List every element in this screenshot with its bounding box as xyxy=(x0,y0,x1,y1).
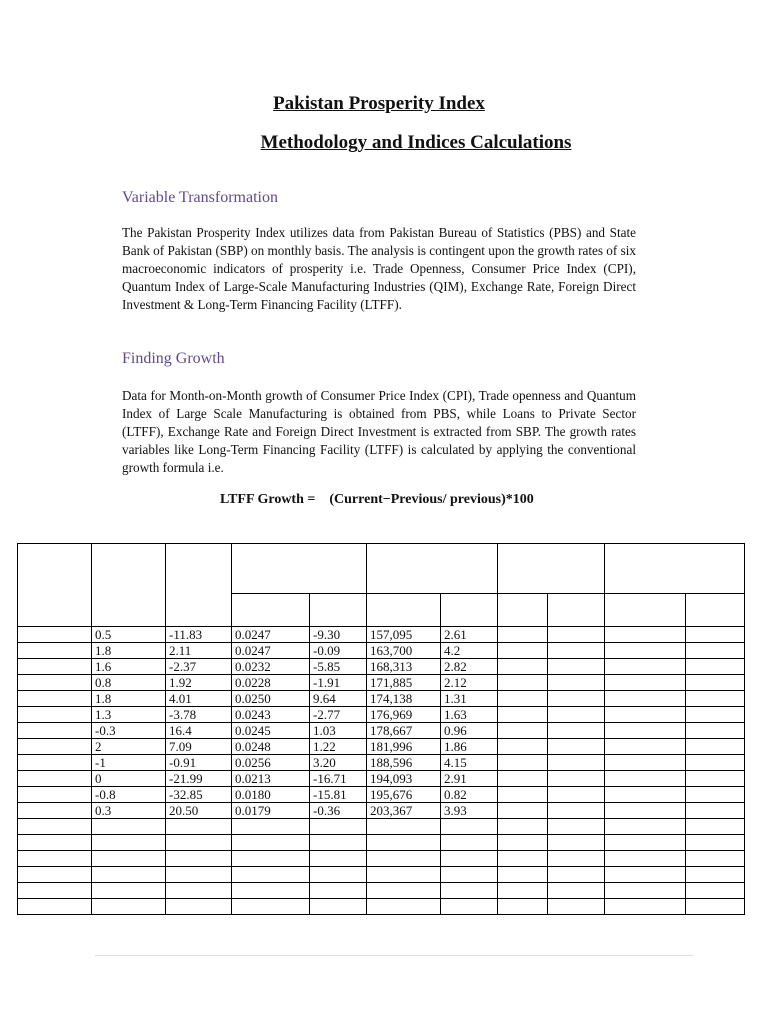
table-cell: 2.61 xyxy=(441,627,498,643)
table-cell xyxy=(605,675,686,691)
table-cell xyxy=(686,723,745,739)
table-cell: -0.3 xyxy=(92,723,166,739)
table-cell xyxy=(498,803,548,819)
table-cell xyxy=(548,691,605,707)
table-cell: -1 xyxy=(92,755,166,771)
table-cell xyxy=(686,883,745,899)
table-cell xyxy=(18,867,92,883)
table-cell xyxy=(498,691,548,707)
table-cell: 0.96 xyxy=(441,723,498,739)
table-cell xyxy=(18,755,92,771)
table-row xyxy=(18,707,745,723)
table-cell xyxy=(605,851,686,867)
table-cell xyxy=(232,899,310,915)
table-cell xyxy=(686,755,745,771)
table-cell xyxy=(605,627,686,643)
table-cell: 0.0213 xyxy=(232,771,310,787)
table-cell xyxy=(18,835,92,851)
table-cell xyxy=(310,899,367,915)
table-cell xyxy=(367,899,441,915)
table-cell xyxy=(605,707,686,723)
table-cell: 1.6 xyxy=(92,659,166,675)
table-cell: 1.31 xyxy=(441,691,498,707)
header-cell xyxy=(232,594,310,627)
table-row xyxy=(18,819,745,835)
table-cell xyxy=(166,851,232,867)
table-cell: 203,367 xyxy=(367,803,441,819)
table-cell xyxy=(498,787,548,803)
table-cell: 1.92 xyxy=(166,675,232,691)
table-cell xyxy=(686,643,745,659)
table-cell xyxy=(686,707,745,723)
table-cell xyxy=(498,819,548,835)
table-cell xyxy=(686,787,745,803)
table-cell: 1.3 xyxy=(92,707,166,723)
table-cell xyxy=(605,723,686,739)
table-cell xyxy=(166,899,232,915)
table-cell xyxy=(18,803,92,819)
table-cell: 3.93 xyxy=(441,803,498,819)
table-cell xyxy=(498,835,548,851)
table-cell: -11.83 xyxy=(166,627,232,643)
header-cell xyxy=(367,594,441,627)
table-row xyxy=(18,659,745,675)
table-cell: 0.0228 xyxy=(232,675,310,691)
table-cell xyxy=(166,883,232,899)
table-cell: 0.3 xyxy=(92,803,166,819)
table-row xyxy=(18,851,745,867)
header-cell xyxy=(686,594,745,627)
table-cell xyxy=(498,723,548,739)
section-heading-finding-growth: Finding Growth xyxy=(122,350,225,367)
table-cell xyxy=(441,819,498,835)
table-cell: 168,313 xyxy=(367,659,441,675)
table-row xyxy=(18,627,745,643)
table-row xyxy=(18,675,745,691)
table-cell xyxy=(686,899,745,915)
table-cell xyxy=(605,867,686,883)
table-cell xyxy=(441,851,498,867)
table-cell xyxy=(367,835,441,851)
table-cell: -2.37 xyxy=(166,659,232,675)
header-cell xyxy=(367,544,498,594)
header-cell xyxy=(498,544,605,594)
table-cell xyxy=(367,819,441,835)
table-cell xyxy=(498,627,548,643)
table-cell xyxy=(18,723,92,739)
table-cell: 0.0245 xyxy=(232,723,310,739)
table-cell xyxy=(92,883,166,899)
table-cell xyxy=(548,707,605,723)
table-cell xyxy=(686,803,745,819)
table-cell: 176,969 xyxy=(367,707,441,723)
table-cell: 194,093 xyxy=(367,771,441,787)
table-cell xyxy=(367,851,441,867)
table-cell: 0.8 xyxy=(92,675,166,691)
table-cell: -0.36 xyxy=(310,803,367,819)
table-cell xyxy=(548,851,605,867)
table-cell: -0.8 xyxy=(92,787,166,803)
header-cell xyxy=(441,594,498,627)
table-cell: 1.63 xyxy=(441,707,498,723)
table-cell xyxy=(548,723,605,739)
formula-expression: (Current−Previous/ previous)*100 xyxy=(329,492,534,507)
section-heading-variable-transformation: Variable Transformation xyxy=(122,189,278,206)
table-cell xyxy=(686,851,745,867)
table-cell xyxy=(548,659,605,675)
table-cell xyxy=(686,675,745,691)
table-cell xyxy=(166,835,232,851)
table-cell xyxy=(548,675,605,691)
table-cell xyxy=(498,851,548,867)
table-cell xyxy=(686,867,745,883)
table-cell: 0.0180 xyxy=(232,787,310,803)
table-row xyxy=(18,835,745,851)
table-cell: 0.0247 xyxy=(232,643,310,659)
table-cell xyxy=(18,739,92,755)
table-cell xyxy=(232,835,310,851)
table-cell xyxy=(686,819,745,835)
table-cell: -15.81 xyxy=(310,787,367,803)
header-cell xyxy=(166,544,232,627)
table-cell: 171,885 xyxy=(367,675,441,691)
footer-divider xyxy=(95,955,693,956)
table-cell: 0.0248 xyxy=(232,739,310,755)
table-cell: 1.8 xyxy=(92,643,166,659)
table-cell xyxy=(605,819,686,835)
table-cell: 0.0247 xyxy=(232,627,310,643)
table-cell xyxy=(18,659,92,675)
table-cell: 1.03 xyxy=(310,723,367,739)
table-cell: 163,700 xyxy=(367,643,441,659)
table-cell xyxy=(18,899,92,915)
table-header-row xyxy=(18,544,745,594)
table-cell xyxy=(686,627,745,643)
table-cell xyxy=(18,643,92,659)
table-cell xyxy=(498,675,548,691)
table-row xyxy=(18,723,745,739)
table-cell xyxy=(310,867,367,883)
table-cell xyxy=(92,851,166,867)
table-cell xyxy=(18,851,92,867)
table-cell xyxy=(18,707,92,723)
header-cell xyxy=(232,544,367,594)
table-cell xyxy=(18,691,92,707)
table-cell xyxy=(166,867,232,883)
formula-label: LTFF Growth = xyxy=(220,492,316,507)
table-cell xyxy=(548,899,605,915)
table-cell xyxy=(18,771,92,787)
table-cell xyxy=(441,867,498,883)
table-cell: 0.0179 xyxy=(232,803,310,819)
table-row xyxy=(18,739,745,755)
table-cell: 0.0232 xyxy=(232,659,310,675)
table-row xyxy=(18,803,745,819)
table-cell: 178,667 xyxy=(367,723,441,739)
table-cell: 181,996 xyxy=(367,739,441,755)
table-cell: 157,095 xyxy=(367,627,441,643)
table-cell: 1.22 xyxy=(310,739,367,755)
table-cell xyxy=(605,659,686,675)
table-cell: -5.85 xyxy=(310,659,367,675)
table-cell: 0 xyxy=(92,771,166,787)
table-cell: 195,676 xyxy=(367,787,441,803)
table-cell: -3.78 xyxy=(166,707,232,723)
table-row xyxy=(18,899,745,915)
paragraph-variable-transformation: The Pakistan Prosperity Index utilizes data from Pakistan Bureau of Statistics (PBS) and State Bank of Pakistan (SBP) on monthly basis. The analysis is contingent upon the growth rates of six macroeconomic indicators of prosperity i.e. Trade Openness, Consumer Price Index (CPI), Quantum Index of Large-Scale Manufacturing Industries (QIM), Exchange Rate, Foreign Direct Investment & Long-Term Financing Facility (LTFF). xyxy=(122,225,636,312)
table-cell: 1.8 xyxy=(92,691,166,707)
table-cell xyxy=(498,899,548,915)
table-cell xyxy=(232,819,310,835)
table-cell xyxy=(605,771,686,787)
table-row xyxy=(18,883,745,899)
header-cell xyxy=(605,594,686,627)
table-cell xyxy=(498,707,548,723)
header-cell xyxy=(92,544,166,627)
table-cell xyxy=(498,883,548,899)
table-cell xyxy=(686,835,745,851)
table-cell: 4.2 xyxy=(441,643,498,659)
table-cell xyxy=(548,883,605,899)
table-cell xyxy=(605,803,686,819)
table-cell xyxy=(686,659,745,675)
table-cell: 9.64 xyxy=(310,691,367,707)
table-cell xyxy=(498,755,548,771)
table-cell xyxy=(441,835,498,851)
table-cell: -2.77 xyxy=(310,707,367,723)
table-cell: -0.09 xyxy=(310,643,367,659)
table-cell xyxy=(92,899,166,915)
table-cell: 0.0250 xyxy=(232,691,310,707)
table-cell xyxy=(18,819,92,835)
table-cell xyxy=(686,739,745,755)
table-cell xyxy=(18,787,92,803)
table-cell xyxy=(441,899,498,915)
table-cell: 2 xyxy=(92,739,166,755)
table-cell xyxy=(548,803,605,819)
table-cell xyxy=(548,627,605,643)
header-cell xyxy=(605,544,745,594)
table-cell xyxy=(605,787,686,803)
page-title: Pakistan Prosperity Index xyxy=(273,93,485,114)
table-cell xyxy=(548,643,605,659)
table-cell: -21.99 xyxy=(166,771,232,787)
table-cell xyxy=(605,835,686,851)
table-cell xyxy=(605,755,686,771)
table-cell xyxy=(548,755,605,771)
table-cell xyxy=(166,819,232,835)
table-cell: 20.50 xyxy=(166,803,232,819)
table-cell xyxy=(548,787,605,803)
table-cell xyxy=(18,627,92,643)
table-cell xyxy=(498,659,548,675)
growth-formula xyxy=(220,492,534,508)
header-cell xyxy=(310,594,367,627)
page-subtitle: Methodology and Indices Calculations xyxy=(260,132,572,153)
table-cell: 4.01 xyxy=(166,691,232,707)
table-cell xyxy=(605,691,686,707)
table-cell xyxy=(92,819,166,835)
table-cell: -1.91 xyxy=(310,675,367,691)
table-cell xyxy=(548,771,605,787)
table-cell xyxy=(498,867,548,883)
table-cell xyxy=(605,883,686,899)
table-cell: 1.86 xyxy=(441,739,498,755)
table-cell xyxy=(605,643,686,659)
table-cell: 0.82 xyxy=(441,787,498,803)
table-cell xyxy=(498,739,548,755)
table-row xyxy=(18,691,745,707)
table-cell: -9.30 xyxy=(310,627,367,643)
table-cell xyxy=(686,691,745,707)
table-row xyxy=(18,787,745,803)
table-row xyxy=(18,867,745,883)
table-row xyxy=(18,755,745,771)
data-table xyxy=(17,543,745,915)
table-cell xyxy=(92,867,166,883)
table-cell: -0.91 xyxy=(166,755,232,771)
table-cell xyxy=(18,675,92,691)
table-cell xyxy=(18,883,92,899)
table-cell xyxy=(686,771,745,787)
table-cell xyxy=(232,851,310,867)
table-cell xyxy=(232,867,310,883)
table-cell xyxy=(548,835,605,851)
table-cell xyxy=(310,835,367,851)
table-cell xyxy=(605,739,686,755)
table-cell: 4.15 xyxy=(441,755,498,771)
table-cell xyxy=(367,883,441,899)
table-cell: 188,596 xyxy=(367,755,441,771)
table-cell: 0.0243 xyxy=(232,707,310,723)
table-cell xyxy=(92,835,166,851)
table-cell xyxy=(548,819,605,835)
table-cell xyxy=(310,851,367,867)
table-cell xyxy=(498,771,548,787)
table-cell xyxy=(310,819,367,835)
table-cell: 0.5 xyxy=(92,627,166,643)
table-cell xyxy=(232,883,310,899)
table-cell: 16.4 xyxy=(166,723,232,739)
table-cell xyxy=(548,739,605,755)
paragraph-finding-growth: Data for Month-on-Month growth of Consumer Price Index (CPI), Trade openness and Quantum Index of Large Scale Manufacturing is obtained from PBS, while Loans to Private Sector (LTFF), Exchange Rate and Foreign Direct Investment is extracted from SBP. The growth rates variables like Long-Term Financing Facility (LTFF) is calculated by applying the conventional growth formula i.e. xyxy=(122,388,636,475)
table-row xyxy=(18,643,745,659)
table-cell xyxy=(310,883,367,899)
table-cell: 174,138 xyxy=(367,691,441,707)
table-cell xyxy=(367,867,441,883)
table-cell: 7.09 xyxy=(166,739,232,755)
table-cell xyxy=(605,899,686,915)
table-cell: -16.71 xyxy=(310,771,367,787)
table-cell: -32.85 xyxy=(166,787,232,803)
table-cell xyxy=(441,883,498,899)
table-cell xyxy=(498,643,548,659)
header-cell xyxy=(498,594,548,627)
header-cell xyxy=(548,594,605,627)
table-cell: 2.82 xyxy=(441,659,498,675)
table-cell: 3.20 xyxy=(310,755,367,771)
table-cell: 2.12 xyxy=(441,675,498,691)
table-cell: 2.91 xyxy=(441,771,498,787)
header-cell xyxy=(18,544,92,627)
table-cell: 2.11 xyxy=(166,643,232,659)
table-cell: 0.0256 xyxy=(232,755,310,771)
table-cell xyxy=(548,867,605,883)
table-row xyxy=(18,771,745,787)
